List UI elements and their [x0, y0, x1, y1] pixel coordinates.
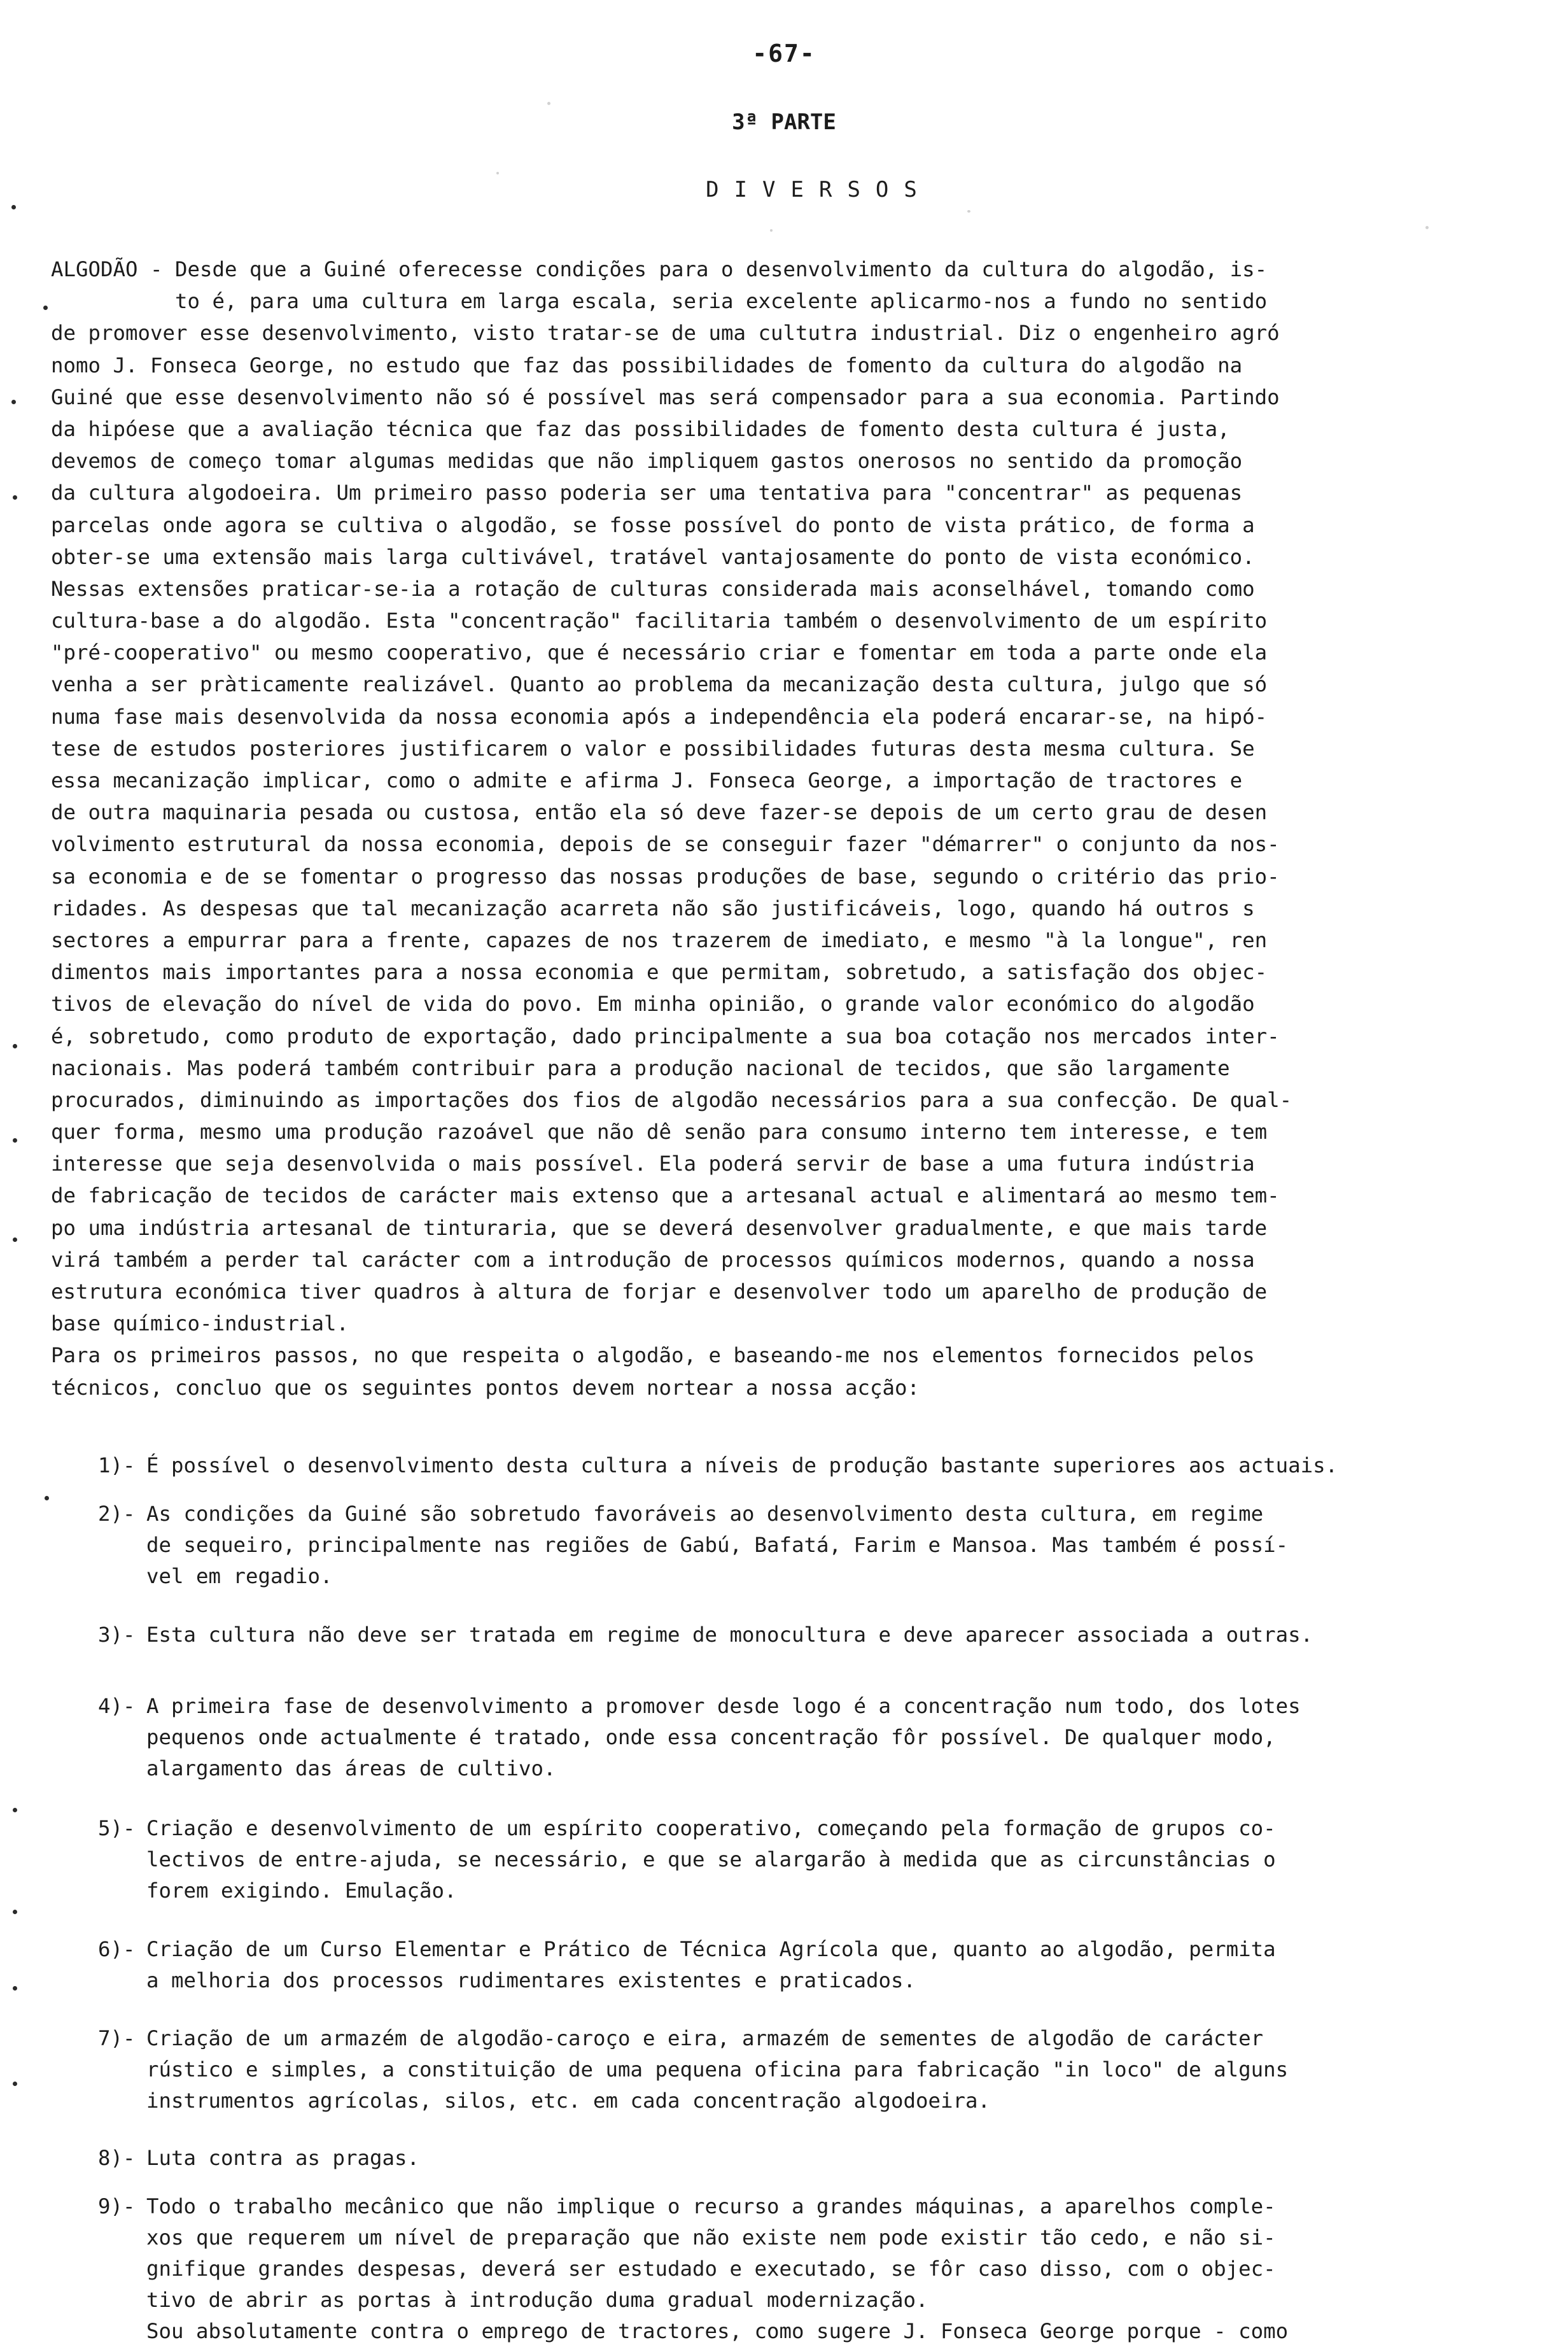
page-number: -67- [752, 39, 816, 67]
text-line: nacionais. Mas poderá também contribuir para a produção nacional de tecidos, que são largamente [51, 1055, 1230, 1080]
list-item-text [146, 1691, 1546, 1784]
text-line: da cultura algodoeira. Um primeiro passo poderia ser uma tentativa para "concentrar" as pequenas [51, 481, 1243, 505]
text-line: nomo J. Fonseca George, no estudo que faz das possibilidades de fomento da cultura do algodão na [51, 353, 1243, 377]
list-item-number: 7)- [98, 2026, 136, 2050]
text-line: tivo de abrir as portas à introdução duma gradual modernização. [146, 2288, 928, 2312]
list-item-number: 2)- [98, 1502, 136, 1526]
text-line: a melhoria dos processos rudimentares existentes e praticados. [146, 1968, 916, 1992]
margin-mark [13, 1910, 17, 1914]
margin-mark [13, 495, 17, 500]
text-line: A primeira fase de desenvolvimento a promover desde logo é a concentração num todo, dos lotes [146, 1694, 1301, 1718]
list-item-number: 4)- [98, 1694, 136, 1718]
text-line: forem exigindo. Emulação. [146, 1878, 457, 1903]
list-item-number: 9)- [98, 2194, 136, 2218]
list-item-number: 6)- [98, 1937, 136, 1961]
text-line: instrumentos agrícolas, silos, etc. em cada concentração algodoeira. [146, 2089, 991, 2113]
text-line: Para os primeiros passos, no que respeita o algodão, e baseando-me nos elementos fornecidos pelos [51, 1343, 1255, 1368]
list-item-text [146, 1619, 1546, 1651]
text-line: As condições da Guiné são sobretudo favoráveis ao desenvolvimento desta cultura, em regime [146, 1502, 1264, 1526]
text-line: Luta contra as pragas. [146, 2146, 420, 2170]
text-line: venha a ser pràticamente realizável. Quanto ao problema da mecanização desta cultura, julgo que só [51, 672, 1268, 697]
text-line: de fabricação de tecidos de carácter mais extenso que a artesanal actual e alimentará ao mesmo tem- [51, 1183, 1280, 1208]
text-line: pequenos onde actualmente é tratado, onde essa concentração fôr possível. De qualquer modo, [146, 1725, 1276, 1749]
text-line: virá também a perder tal carácter com a introdução de processos químicos modernos, quando a nossa [51, 1247, 1255, 1272]
text-line: Criação de um armazém de algodão-caroço e eira, armazém de sementes de algodão de carácter [146, 2026, 1264, 2050]
text-line: cultura-base a do algodão. Esta "concentração" facilitaria também o desenvolvimento de um espírito [51, 609, 1268, 633]
list-item-text [146, 1498, 1546, 1592]
text-line: rústico e simples, a constituição de uma pequena oficina para fabricação "in loco" de alguns [146, 2057, 1289, 2082]
text-line: estrutura económica tiver quadros à altura de forjar e desenvolver todo um aparelho de produção de [51, 1279, 1268, 1304]
scan-speck [547, 102, 550, 105]
scan-speck [1425, 226, 1429, 229]
text-line: tivos de elevação do nível de vida do povo. Em minha opinião, o grande valor económico do algodão [51, 992, 1255, 1017]
text-line: procurados, diminuindo as importações dos fios de algodão necessários para a sua confecção. De qual- [51, 1087, 1292, 1112]
scan-speck [967, 210, 970, 213]
scan-speck [496, 172, 499, 174]
text-line: Sou absolutamente contra o emprego de tractores, como sugere J. Fonseca George porque - como [146, 2319, 1289, 2343]
margin-mark [11, 400, 16, 404]
text-line: quer forma, mesmo uma produção razoável que não dê senão para consumo interno tem interesse, e tem [51, 1120, 1268, 1145]
text-line: essa mecanização implicar, como o admite e afirma J. Fonseca George, a importação de tractores e [51, 768, 1243, 793]
margin-mark [13, 1808, 17, 1812]
list-item-number: 8)- [98, 2146, 136, 2170]
list-item-text [146, 2191, 1546, 2347]
text-line: de promover esse desenvolvimento, visto tratar-se de uma cultutra industrial. Diz o engenheiro agró [51, 321, 1280, 346]
text-line: interesse que seja desenvolvida o mais possível. Ela poderá servir de base a uma futura indústria [51, 1152, 1255, 1176]
text-line: dimentos mais importantes para a nossa economia e que permitam, sobretudo, a satisfação dos objec- [51, 960, 1268, 985]
text-line: da hipóese que a avaliação técnica que faz das possibilidades de fomento desta cultura é justa, [51, 416, 1230, 441]
margin-mark [13, 1986, 17, 1991]
text-line: alargamento das áreas de cultivo. [146, 1756, 556, 1780]
text-line: de outra maquinaria pesada ou custosa, então ela só deve fazer-se depois de um certo grau de desen [51, 800, 1268, 825]
text-line: Guiné que esse desenvolvimento não só é possível mas será compensador para a sua economia. Partindo [51, 384, 1280, 409]
list-item-number: 5)- [98, 1816, 136, 1840]
body-text [51, 253, 1540, 1404]
list-item-text [146, 1934, 1546, 1996]
text-line: Nessas extensões praticar-se-ia a rotação de culturas considerada mais aconselhável, tomando como [51, 576, 1255, 601]
text-line: técnicos, concluo que os seguintes pontos devem nortear a nossa acção: [51, 1375, 920, 1400]
margin-mark [45, 1496, 49, 1500]
list-item-text [146, 1450, 1546, 1481]
text-line: ALGODÃO - Desde que a Guiné oferecesse condições para o desenvolvimento da cultura do algodão, is- [51, 257, 1268, 281]
list-item-number: 1)- [98, 1453, 136, 1477]
text-line: gnifique grandes despesas, deverá ser estudado e executado, se fôr caso disso, com o objec- [146, 2257, 1276, 2281]
part-title: 3ª PARTE [732, 109, 836, 135]
text-line: obter-se uma extensão mais larga cultivável, tratável vantajosamente do ponto de vista económico. [51, 544, 1255, 569]
text-line: xos que requerem um nível de preparação que não existe nem pode existir tão cedo, e não si- [146, 2225, 1276, 2250]
scan-speck [770, 229, 773, 232]
list-item-text [146, 2023, 1546, 2117]
text-line: "pré-cooperativo" ou mesmo cooperativo, que é necessário criar e fomentar em toda a parte onde ela [51, 640, 1268, 665]
text-line: ridades. As despesas que tal mecanização acarreta não são justificáveis, logo, quando há outros s [51, 896, 1255, 920]
text-line: Criação e desenvolvimento de um espírito cooperativo, começando pela formação de grupos co- [146, 1816, 1276, 1840]
text-line: volvimento estrutural da nossa economia, depois de se conseguir fazer "démarrer" o conjunto da nos- [51, 832, 1280, 857]
margin-mark [13, 1044, 17, 1048]
text-line: sectores a empurrar para a frente, capazes de nos trazerem de imediato, e mesmo "à la longue", ren [51, 927, 1268, 952]
text-line: É possível o desenvolvimento desta cultura a níveis de produção bastante superiores aos actuais. [146, 1453, 1338, 1477]
section-title: DIVERSOS [706, 177, 932, 202]
text-line: po uma indústria artesanal de tinturaria, que se deverá desenvolver gradualmente, e que mais tarde [51, 1215, 1268, 1240]
text-line: base químico-industrial. [51, 1311, 349, 1336]
text-line: de sequeiro, principalmente nas regiões de Gabú, Bafatá, Farim e Mansoa. Mas também é possí- [146, 1533, 1289, 1557]
text-line: to é, para uma cultura em larga escala, seria excelente aplicarmo-nos a fundo no sentido [51, 289, 1268, 314]
list-item-number: 3)- [98, 1623, 136, 1647]
text-line: sa economia e de se fomentar o progresso das nossas produções de base, segundo o critério das prio- [51, 864, 1280, 889]
margin-mark [13, 1138, 17, 1143]
text-line: devemos de começo tomar algumas medidas que não impliquem gastos onerosos no sentido da promoção [51, 449, 1243, 474]
text-line: parcelas onde agora se cultiva o algodão, se fosse possível do ponto de vista prático, de forma a [51, 512, 1255, 537]
list-item-text [146, 1813, 1546, 1906]
text-line: vel em regadio. [146, 1564, 333, 1588]
margin-mark [13, 2082, 17, 2086]
text-line: Todo o trabalho mecânico que não implique o recurso a grandes máquinas, a aparelhos comple- [146, 2194, 1276, 2218]
margin-mark [11, 205, 16, 209]
text-line: lectivos de entre-ajuda, se necessário, e que se alargarão à medida que as circunstâncias o [146, 1847, 1276, 1871]
text-line: numa fase mais desenvolvida da nossa economia após a independência ela poderá encarar-se, na hipó- [51, 704, 1268, 729]
text-line: é, sobretudo, como produto de exportação, dado principalmente a sua boa cotação nos mercados inter- [51, 1024, 1280, 1048]
margin-mark [43, 306, 48, 310]
text-line: tese de estudos posteriores justificarem o valor e possibilidades futuras desta mesma cultura. Se [51, 736, 1255, 761]
margin-mark [13, 1237, 17, 1242]
text-line: Criação de um Curso Elementar e Prático de Técnica Agrícola que, quanto ao algodão, permita [146, 1937, 1276, 1961]
text-line: Esta cultura não deve ser tratada em regime de monocultura e deve aparecer associada a outras. [146, 1623, 1313, 1647]
list-item-text [146, 2143, 1546, 2174]
